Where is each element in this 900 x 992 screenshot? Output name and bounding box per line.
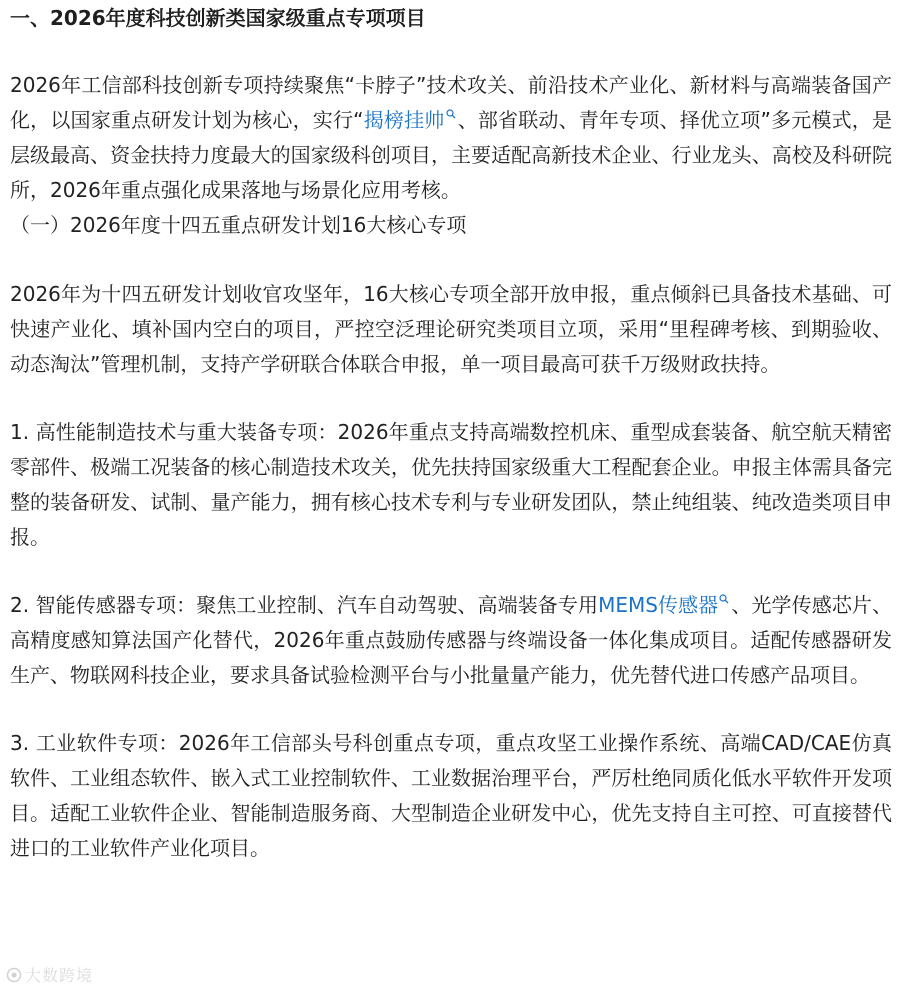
list-item-1: 1. 高性能制造技术与重大装备专项：2026年重点支持高端数控机床、重型成套装备、航空航天精密零部件、极端工况装备的核心制造技术攻关，优先扶持国家级重大工程配套企业。申报主体需具备完整的装备研发、试制、量产能力，拥有核心技术专利与专业研发团队，禁止纯组装、纯改造类项目申报。 (10, 420, 892, 549)
subsection-intro-paragraph: 2026年为十四五研发计划收官攻坚年，16大核心专项全部开放申报，重点倾斜已具备技术基础、可快速产业化、填补国内空白的项目，严控空泛理论研究类项目立项，采用“里程碑考核、到期验收、动态淘汰”管理机制，支持产学研联合体联合申报，单一项目最高可获千万级财政扶持。 (10, 282, 892, 376)
watermark-logo-icon (6, 967, 22, 987)
link-mems-sensor[interactable]: MEMS传感器 (598, 593, 719, 617)
search-icon[interactable] (719, 594, 729, 604)
item2-text-after: 、光学传感芯片、高精度感知算法国产化替代，2026年重点鼓励传感器与终端设备一体化集成项目。适配传感器研发生产、物联网科技企业，要求具备试验检测平台与小批量量产能力，优先替代进口传感产品项目。 (10, 593, 893, 687)
intro-text-before: 2026年工信部科技创新专项持续聚焦“卡脖子”技术攻关、前沿技术产业化、新材料与高端装备国产化，以国家重点研发计划为核心，实行“ (10, 73, 892, 132)
list-item-2 (10, 588, 892, 693)
watermark (6, 963, 93, 987)
article-body (10, 0, 892, 866)
section-heading: 一、2026年度科技创新类国家级重点专项项目 (10, 6, 426, 30)
intro-paragraph (10, 68, 892, 208)
watermark-text: 大数跨境 (25, 966, 94, 985)
search-icon[interactable] (446, 109, 456, 119)
link-jiebang-guashuai[interactable]: 揭榜挂帅 (363, 108, 445, 132)
item2-text-before: 2. 智能传感器专项：聚焦工业控制、汽车自动驾驶、高端装备专用 (10, 593, 599, 617)
subsection-heading: （一）2026年度十四五重点研发计划16大核心专项 (10, 213, 467, 237)
intro-text-after: 、部省联动、青年专项、择优立项”多元模式，是层级最高、资金扶持力度最大的国家级科创项目，主要适配高新技术企业、行业龙头、高校及科研院所，2026年重点强化成果落地与场景化应用考核。 (10, 108, 892, 202)
list-item-3: 3. 工业软件专项：2026年工信部头号科创重点专项，重点攻坚工业操作系统、高端CAD/CAE仿真软件、工业组态软件、嵌入式工业控制软件、工业数据治理平台，严厉杜绝同质化低水平软件开发项目。适配工业软件企业、智能制造服务商、大型制造企业研发中心，优先支持自主可控、可直接替代进口的工业软件产业化项目。 (10, 731, 892, 860)
